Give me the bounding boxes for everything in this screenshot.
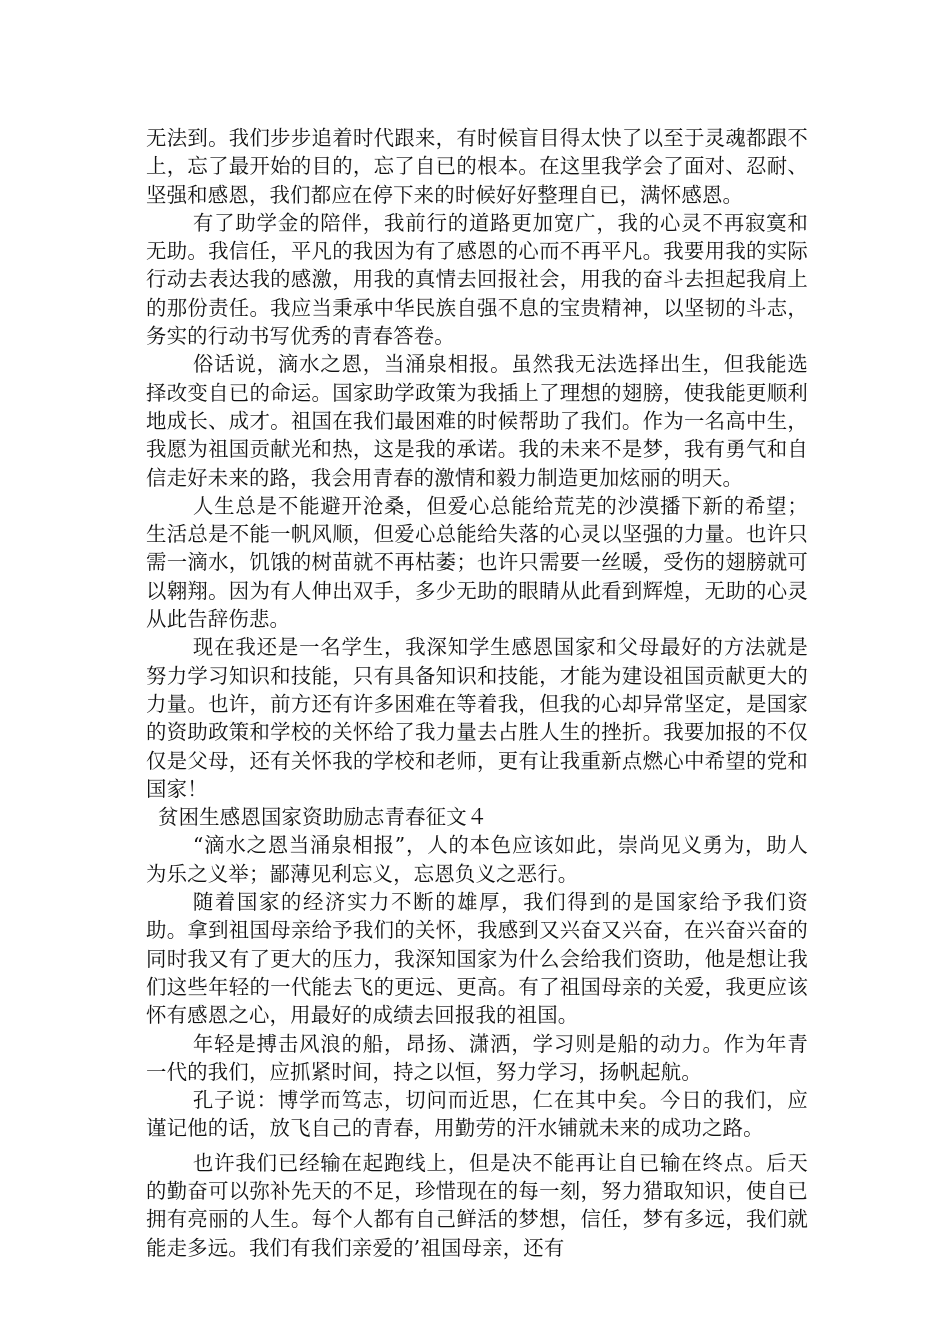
section-heading: 贫困生感恩国家资助励志青春征文４ (158, 805, 488, 830)
paragraph: 也许我们已经输在起跑线上，但是决不能再让自已输在终点。后天的勤奋可以弥补先天的不足，珍惜现在的每一刻，努力猎取知识，使自已拥有亮丽的人生。每个人都有自己鲜活的梦想，信任，梦有多远，我们就能走多远。我们有我们亲爱的’祖国母亲，还有 (146, 1150, 808, 1260)
paragraph: 年轻是搏击风浪的船，昂扬、潇洒，学习则是船的动力。作为年青一代的我们，应抓紧时间，持之以恒，努力学习，扬帆起航。 (146, 1031, 808, 1084)
paragraph: 孔子说：博学而笃志，切问而近思，仁在其中矣。今日的我们，应谨记他的话，放飞自己的青春，用勤劳的汗水铺就未来的成功之路。 (146, 1088, 808, 1141)
paragraph: “滴水之恩当涌泉相报”，人的本色应该如此，崇尚见义勇为，助人为乐之义举；鄙薄见利忘义，忘恩负义之恶行。 (146, 833, 808, 886)
paragraph: 人生总是不能避开沧桑，但爱心总能给荒芜的沙漠播下新的希望；生活总是不能一帆风顺，但爱心总能给失落的心灵以坚强的力量。也许只需一滴水，饥饿的树苗就不再枯萎；也许只需要一丝暖，受伤的翅膀就可以翱翔。因为有人伸出双手，多少无助的眼睛从此看到辉煌，无助的心灵从此告辞伤悲。 (146, 493, 808, 632)
paragraph: 有了助学金的陪伴，我前行的道路更加宽广，我的心灵不再寂寞和无助。我信任，平凡的我因为有了感恩的心而不再平凡。我要用我的实际行动去表达我的感激，用我的真情去回报社会，用我的奋斗去担起我肩上的那份责任。我应当秉承中华民族自强不息的宝贵精神，以坚韧的斗志，务实的行动书写优秀的青春答卷。 (146, 210, 808, 349)
document-body (146, 124, 808, 1262)
paragraph: 俗话说，滴水之恩，当涌泉相报。虽然我无法选择出生，但我能选择改变自已的命运。国家助学政策为我插上了理想的翅膀，使我能更顺利地成长、成才。祖国在我们最困难的时候帮助了我们。作为一名高中生，我愿为祖国贡献光和热，这是我的承诺。我的未来不是梦，我有勇气和自信走好未来的路，我会用青春的激情和毅力制造更加炫丽的明天。 (146, 352, 808, 490)
paragraph: 现在我还是一名学生，我深知学生感恩国家和父母最好的方法就是努力学习知识和技能，只有具备知识和技能，才能为建设祖国贡献更大的力量。也许，前方还有许多困难在等着我，但我的心却异常坚定，是国家的资助政策和学校的关怀给了我力量去占胜人生的挫折。我要加报的不仅仅是父母，还有关怀我的学校和老师，更有让我重新点燃心中希望的党和国家！ (146, 635, 808, 801)
paragraph: 无法到。我们步步追着时代跟来，有时候盲目得太快了以至于灵魂都跟不上，忘了最开始的目的，忘了自已的根本。在这里我学会了面对、忍耐、坚强和感恩，我们都应在停下来的时候好好整理自已，满怀感恩。 (146, 126, 808, 207)
paragraph: 随着国家的经济实力不断的雄厚，我们得到的是国家给予我们资助。拿到祖国母亲给予我们的关怀，我感到又兴奋又兴奋，在兴奋兴奋的同时我又有了更大的压力，我深知国家为什么会给我们资助，他是想让我们这些年轻的一代能去飞的更远、更高。有了祖国母亲的关爱，我更应该怀有感恩之心，用最好的成绩去回报我的祖国。 (146, 890, 808, 1028)
